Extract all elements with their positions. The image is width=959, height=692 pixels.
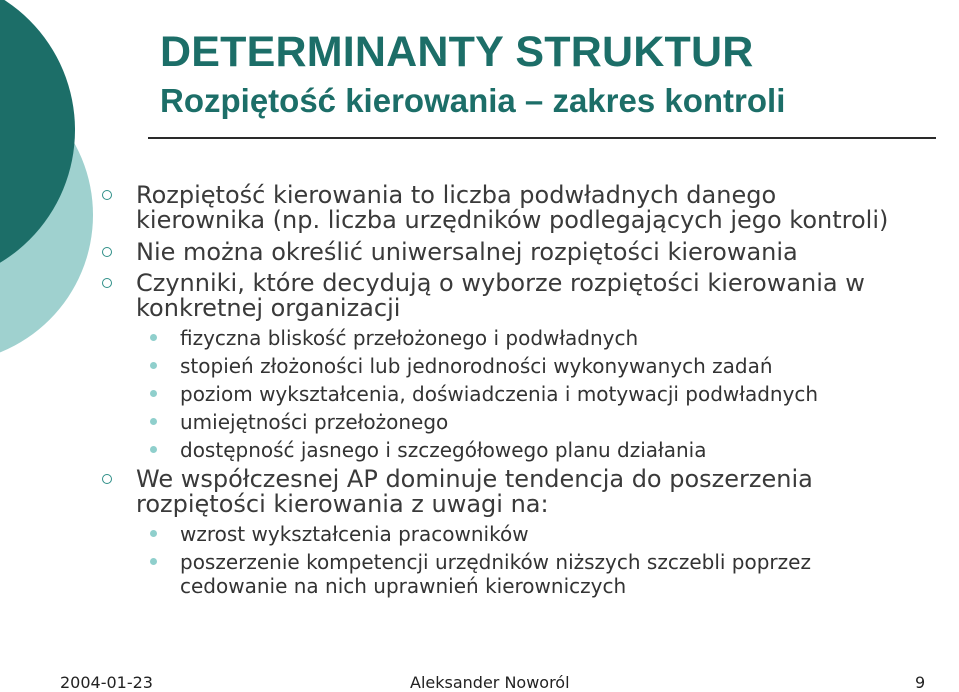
sub-bullet-text: poszerzenie kompetencji urzędników niższych szczebli poprzez xyxy=(180,550,811,574)
dot-bullet-icon xyxy=(150,390,157,397)
dot-bullet-icon xyxy=(150,418,157,425)
sub-bullet-text: fizyczna bliskość przełożonego i podwładnych xyxy=(180,326,639,350)
sub-bullet-item xyxy=(180,550,940,598)
bullet-line: Nie można określić uniwersalnej rozpiętości kierowania xyxy=(136,238,798,266)
bullet-item xyxy=(136,240,951,265)
hollow-bullet-icon xyxy=(102,247,112,257)
dot-bullet-icon xyxy=(150,530,157,537)
slide-title: DETERMINANTY STRUKTUR xyxy=(160,28,754,76)
title-divider xyxy=(148,137,936,139)
footer-page-number: 9 xyxy=(915,673,926,692)
bullet-line: kierownika (np. liczba urzędników podlegających jego kontroli) xyxy=(136,206,889,234)
bullet-line: konkretnej organizacji xyxy=(136,294,401,322)
bullet-line: Czynniki, które decydują o wyborze rozpiętości kierowania w xyxy=(136,269,865,297)
dot-bullet-icon xyxy=(150,362,157,369)
bullet-line: We współczesnej AP dominuje tendencja do poszerzenia xyxy=(136,465,813,493)
hollow-bullet-icon xyxy=(102,474,112,484)
footer-author: Aleksander Noworól xyxy=(410,673,570,692)
dot-bullet-icon xyxy=(150,334,157,341)
sub-bullet-item xyxy=(180,382,940,406)
sub-bullet-text: dostępność jasnego i szczegółowego planu działania xyxy=(180,438,707,462)
bullet-item xyxy=(136,183,951,233)
sub-bullet-item xyxy=(180,438,940,462)
sub-bullet-text: umiejętności przełożonego xyxy=(180,410,449,434)
sub-bullet-text: poziom wykształcenia, doświadczenia i motywacji podwładnych xyxy=(180,382,819,406)
bullet-item xyxy=(136,271,951,321)
sub-bullet-item xyxy=(180,410,940,434)
decorative-circles xyxy=(0,0,130,400)
sub-bullet-item xyxy=(180,326,940,350)
sub-bullet-text: stopień złożoności lub jednorodności wykonywanych zadań xyxy=(180,354,773,378)
bullet-item xyxy=(136,467,951,517)
bullet-line: rozpiętości kierowania z uwagi na: xyxy=(136,490,549,518)
dot-bullet-icon xyxy=(150,558,157,565)
dot-bullet-icon xyxy=(150,446,157,453)
sub-bullet-text: wzrost wykształcenia pracowników xyxy=(180,522,529,546)
footer-date: 2004-01-23 xyxy=(60,673,153,692)
slide-subtitle: Rozpiętość kierowania – zakres kontroli xyxy=(160,82,786,119)
sub-bullet-text: cedowanie na nich uprawnień kierowniczych xyxy=(180,574,627,598)
hollow-bullet-icon xyxy=(102,190,112,200)
bullet-line: Rozpiętość kierowania to liczba podwładnych danego xyxy=(136,181,777,209)
sub-bullet-item xyxy=(180,522,940,546)
hollow-bullet-icon xyxy=(102,278,112,288)
sub-bullet-item xyxy=(180,354,940,378)
